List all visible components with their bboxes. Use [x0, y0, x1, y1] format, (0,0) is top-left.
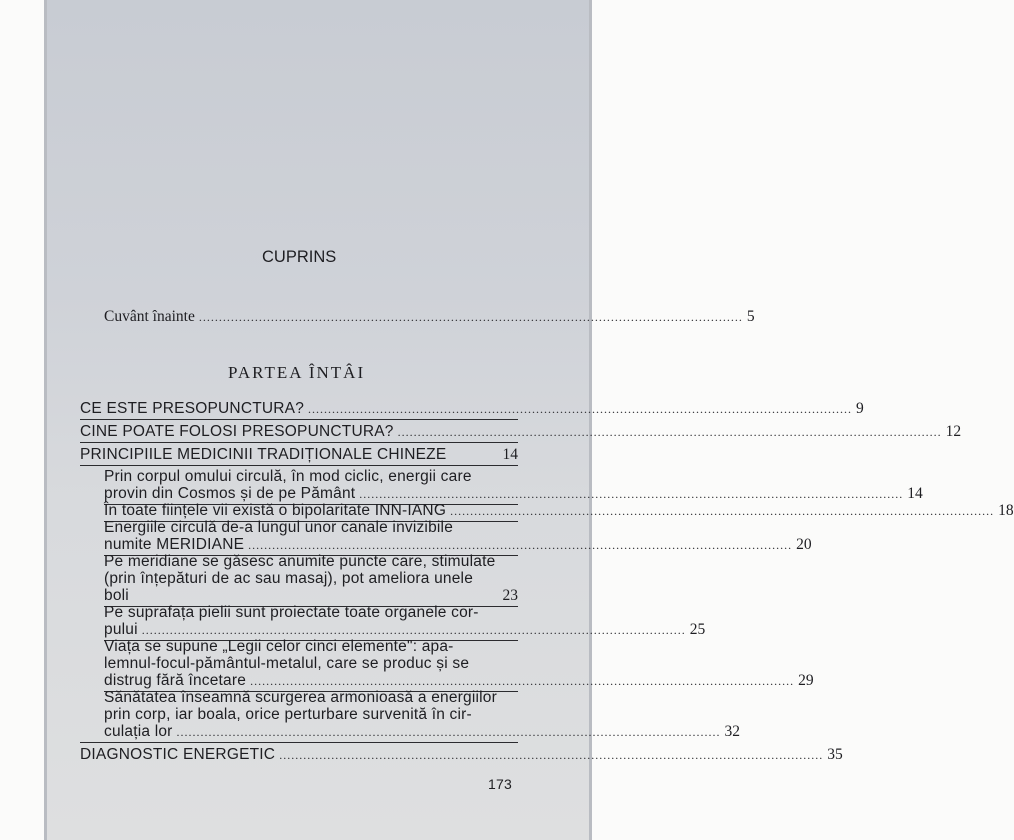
leader-dots: ........................................................................................................................................ [359, 487, 904, 501]
toc-entry-preface [104, 308, 755, 326]
section-line: numite MERIDIANE [104, 536, 245, 553]
toc-entry-page: 5 [746, 308, 755, 325]
toc-chapter [80, 746, 843, 764]
section-page: 20 [796, 536, 812, 553]
toc-section [104, 536, 812, 554]
leader-dots: ........................................................................................................................................ [250, 674, 795, 688]
toc-chapter-label: PRINCIPIILE MEDICINII TRADIȚIONALE CHINEZE [80, 446, 447, 463]
toc-chapter-page: 14 [502, 446, 518, 463]
page-number: 173 [488, 776, 512, 792]
section-line: Viața se supune „Legii celor cinci elemente": apa- [104, 638, 454, 655]
toc-section [104, 621, 706, 639]
leader-dots: ........................................................................................................................................ [308, 402, 853, 416]
toc-chapter [80, 446, 518, 464]
toc-section [104, 485, 923, 503]
leader-dots: ........................................................................................................................................ [397, 425, 942, 439]
section-line: distrug fără încetare [104, 672, 247, 689]
leader-dots: ........................................................................................................................................ [248, 538, 793, 552]
section-line: boli [104, 587, 129, 604]
part-heading: PARTEA ÎNTÂI [228, 363, 366, 382]
section-page: 25 [689, 621, 706, 638]
section-line: Pe meridiane se găsesc anumite puncte care, stimulate [104, 553, 496, 570]
toc-chapter-page: 12 [945, 423, 962, 440]
leader-dots: ........................................................................................................................................ [450, 504, 995, 518]
section-line: Pe suprafața pielii sunt proiectate toate organele cor- [104, 604, 479, 621]
section-page: 14 [907, 485, 923, 502]
toc-section [104, 502, 1014, 520]
section-rule [80, 742, 518, 743]
toc-section [104, 587, 518, 605]
leader-dots: ........................................................................................................................................ [141, 623, 686, 637]
section-line: prin corp, iar boala, orice perturbare survenită în cir- [104, 706, 472, 723]
leader-dots: ........................................................................................................................................ [279, 748, 824, 762]
toc-chapter-page: 9 [856, 400, 864, 417]
section-line: provin din Cosmos și de pe Pământ [104, 485, 356, 502]
toc-chapter [80, 400, 864, 418]
chapter-rule [80, 465, 518, 466]
page-edge-right [589, 0, 592, 840]
leader-dots: ........................................................................................................................................ [198, 310, 743, 324]
section-line: Prin corpul omului circulă, în mod ciclic, energii care [104, 468, 472, 485]
chapter-rule [80, 419, 518, 420]
page-edge-left [44, 0, 47, 840]
leader-dots: ........................................................................................................................................ [176, 725, 721, 739]
section-line: culația lor [104, 723, 173, 740]
section-line: pului [104, 621, 138, 638]
section-page: 29 [798, 672, 814, 689]
toc-section [104, 672, 814, 690]
toc-chapter-label: DIAGNOSTIC ENERGETIC [80, 746, 276, 763]
toc-chapter-page: 35 [827, 746, 843, 763]
section-line: (prin înțepături de ac sau masaj), pot ameliora unele [104, 570, 474, 587]
toc-entry-label: Cuvânt înainte [104, 308, 195, 325]
section-line: Sănătatea înseamnă scurgerea armonioasă a energiilor [104, 689, 497, 706]
section-line: lemnul-focul-pământul-metalul, care se produc și se [104, 655, 470, 672]
toc-chapter-label: CE ESTE PRESOPUNCTURA? [80, 400, 305, 417]
toc-chapter [80, 423, 962, 441]
section-line: Energiile circulă de-a lungul unor canale invizibile [104, 519, 454, 536]
section-line: În toate ființele vii există o bipolaritate INN-IANG [104, 502, 447, 519]
toc-section [104, 723, 741, 741]
chapter-rule [80, 442, 518, 443]
toc-title: CUPRINS [262, 248, 337, 266]
section-page: 18 [998, 502, 1014, 519]
section-page: 32 [724, 723, 741, 740]
toc-chapter-label: CINE POATE FOLOSI PRESOPUNCTURA? [80, 423, 394, 440]
section-page: 23 [502, 587, 518, 604]
